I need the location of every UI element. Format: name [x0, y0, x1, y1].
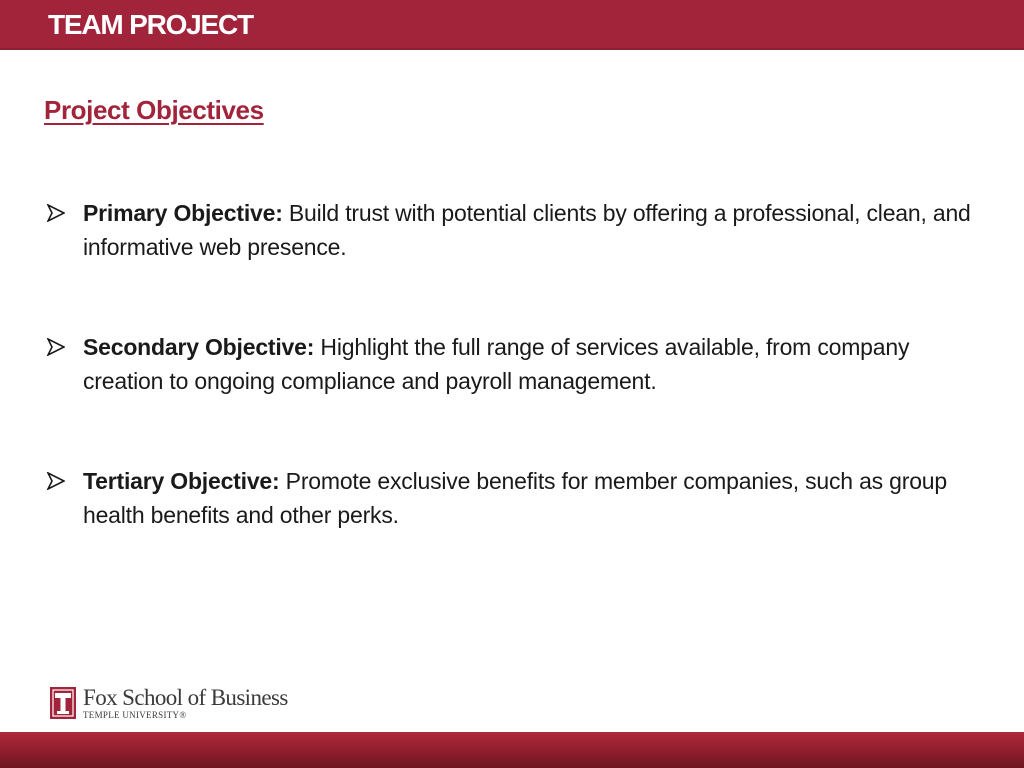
fox-school-logo: [50, 686, 288, 720]
arrow-bullet-icon: [47, 472, 65, 490]
objective-item-secondary: [44, 330, 984, 398]
objective-item-tertiary: [44, 464, 984, 532]
objective-label: Tertiary Objective:: [83, 468, 280, 494]
header-title: TEAM PROJECT: [48, 9, 253, 40]
section-title: Project Objectives: [44, 95, 264, 125]
objective-label: Secondary Objective:: [83, 334, 315, 360]
arrow-bullet-icon: [47, 204, 65, 222]
logo-school-name: Fox School of Business: [83, 685, 288, 710]
logo-text: [83, 686, 288, 720]
objective-text: Highlight the full range of services available, from company creation to ongoing compliance and payroll management.: [83, 334, 910, 394]
objectives-list: [44, 196, 984, 598]
objective-label: Primary Objective:: [83, 200, 283, 226]
logo-university-name: TEMPLE UNIVERSITY®: [83, 710, 187, 720]
footer-bar: [0, 732, 1024, 768]
arrow-bullet-icon: [47, 338, 65, 356]
temple-t-logo-icon: [50, 687, 76, 719]
objective-text: Promote exclusive benefits for member companies, such as group health benefits and other perks.: [83, 468, 947, 528]
objective-text: Build trust with potential clients by offering a professional, clean, and informative web presence.: [83, 200, 971, 260]
objective-item-primary: [44, 196, 984, 264]
header-bar: [0, 0, 1024, 50]
